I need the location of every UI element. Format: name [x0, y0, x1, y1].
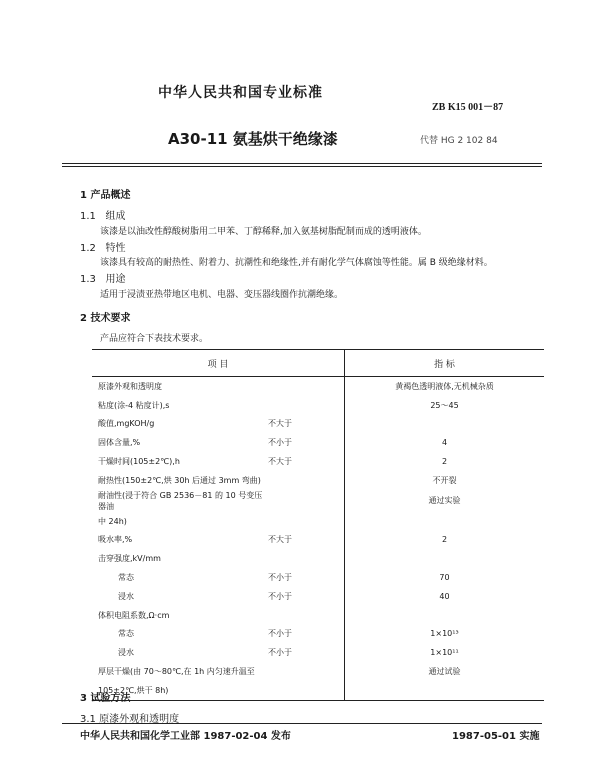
- row-index-value: 4: [345, 433, 545, 452]
- row-condition: 不大于: [268, 457, 292, 467]
- row-item-name: 厚层干燥(由 70～80℃,在 1h 内匀速升温至: [98, 667, 255, 677]
- item-1-1-heading: [80, 207, 125, 222]
- section-2-heading: 2 技术要求: [80, 313, 131, 324]
- row-condition: [268, 471, 345, 490]
- row-index-value: 2: [345, 452, 545, 471]
- item-title: 组成: [105, 211, 126, 222]
- row-item-name: 浸水: [118, 591, 134, 601]
- table-body: [92, 377, 544, 701]
- footer-divider: [62, 723, 542, 724]
- row-condition: 不小于: [268, 438, 292, 448]
- row-index-value: [345, 415, 545, 434]
- section-2-intro: 产品应符合下表技术要求。: [100, 334, 209, 344]
- table-row: [92, 681, 544, 700]
- item-1-2-text: 该漆具有较高的耐热性、附着力、抗潮性和绝缘性,并有耐化学气体腐蚀等性能。属 B 级绝缘材料。: [100, 258, 493, 268]
- section-1-heading: 1 产品概述: [80, 190, 131, 201]
- table-row: [92, 531, 544, 550]
- row-condition: 不小于: [268, 648, 292, 658]
- item-1-3-heading: [80, 270, 125, 285]
- row-item-name: 原漆外观和透明度: [98, 381, 162, 391]
- row-item-name: 干燥时间(105±2℃),h: [98, 457, 180, 467]
- item-title: 用途: [105, 274, 126, 285]
- item-number: 1.2: [80, 243, 96, 254]
- row-index-value: 25～45: [345, 396, 545, 415]
- table-row: [92, 662, 544, 681]
- footer-issuer: 中华人民共和国化学工业部 1987-02-04 发布: [80, 731, 291, 742]
- table-row: [92, 549, 544, 568]
- table-row: [92, 433, 544, 452]
- row-condition: [268, 512, 345, 531]
- table-row: [92, 625, 544, 644]
- replaces-note: 代替 HG 2 102 84: [420, 136, 498, 146]
- row-index-value: 1×10¹³: [345, 625, 545, 644]
- row-index-value: [345, 512, 545, 531]
- row-item-name: 常态: [118, 629, 134, 639]
- table-row: [92, 415, 544, 434]
- table-row: [92, 377, 544, 396]
- row-item-name: 常态: [118, 573, 134, 583]
- table-row: [92, 396, 544, 415]
- row-condition: 不小于: [268, 591, 292, 601]
- row-item-name: 耐油性(浸于符合 GB 2536－81 的 10 号变压器油: [98, 490, 263, 511]
- table-row: [92, 471, 544, 490]
- row-index-value: 40: [345, 587, 545, 606]
- row-condition: [268, 681, 345, 700]
- title-divider-top: [62, 163, 542, 164]
- item-title: 特性: [105, 243, 126, 254]
- table-row: [92, 490, 544, 512]
- table-row: [92, 568, 544, 587]
- item-1-1-text: 该漆是以油改性醇酸树脂用二甲苯、丁醇稀释,加入氨基树脂配制而成的透明液体。: [100, 227, 427, 237]
- row-index-value: 通过试验: [345, 662, 545, 681]
- table-row: [92, 587, 544, 606]
- row-index-value: 1×10¹¹: [345, 643, 545, 662]
- table-row: [92, 643, 544, 662]
- row-index-value: 不开裂: [345, 471, 545, 490]
- technical-requirements-table: [92, 349, 544, 701]
- row-condition: 不小于: [268, 629, 292, 639]
- row-index-value: 通过实验: [345, 490, 545, 512]
- row-index-value: 2: [345, 531, 545, 550]
- item-1-3-text: 适用于浸渍亚热带地区电机、电器、变压器线圈作抗潮绝缘。: [100, 290, 344, 300]
- row-condition: [268, 662, 345, 681]
- item-number: 1.1: [80, 211, 96, 222]
- table-row: [92, 452, 544, 471]
- row-index-value: 黄褐色透明液体,无机械杂质: [345, 377, 545, 396]
- table-header-row: [92, 350, 544, 377]
- title-divider-bottom: [62, 166, 542, 167]
- section-3-1-heading: 3.1 原漆外观和透明度: [80, 714, 180, 725]
- row-condition: [268, 396, 345, 415]
- row-item-name: 粘度(涂-4 粘度计),s: [98, 400, 170, 410]
- row-item-name: 击穿强度,kV/mm: [98, 554, 161, 564]
- row-item-name: 吸水率,%: [98, 535, 133, 545]
- section-3-heading: 3 试验方法: [80, 693, 131, 704]
- column-header-item: 项 目: [92, 350, 345, 377]
- standard-title: 中华人民共和国专业标准: [158, 85, 323, 101]
- row-index-value: 70: [345, 568, 545, 587]
- row-item-name: 体积电阻系数,Ω·cm: [98, 610, 170, 620]
- row-index-value: [345, 681, 545, 700]
- row-condition: [268, 606, 345, 625]
- document-title: A30-11 氨基烘干绝缘漆: [168, 130, 338, 148]
- row-condition: 不大于: [268, 419, 292, 429]
- table-row: [92, 512, 544, 531]
- row-index-value: [345, 549, 545, 568]
- row-item-name: 浸水: [118, 648, 134, 658]
- footer-effective-date: 1987-05-01 实施: [452, 731, 540, 742]
- row-condition: 不大于: [268, 535, 292, 545]
- standard-code: ZB K15 001－87: [432, 102, 504, 113]
- row-item-name: 中 24h): [98, 516, 127, 526]
- row-item-name: 酸值,mgKOH/g: [98, 419, 155, 429]
- item-1-2-heading: [80, 239, 125, 254]
- row-item-name: 固体含量,%: [98, 438, 141, 448]
- table-row: [92, 606, 544, 625]
- row-condition: [268, 377, 345, 396]
- row-condition: [268, 549, 345, 568]
- row-item-name: 105±2℃,烘干 8h): [92, 681, 268, 700]
- row-index-value: [345, 606, 545, 625]
- row-condition: [268, 490, 345, 512]
- item-number: 1.3: [80, 274, 96, 285]
- column-header-index: 指 标: [345, 350, 545, 377]
- row-item-name: 耐热性(150±2℃,烘 30h 后通过 3mm 弯曲): [98, 475, 261, 485]
- row-condition: 不小于: [268, 573, 292, 583]
